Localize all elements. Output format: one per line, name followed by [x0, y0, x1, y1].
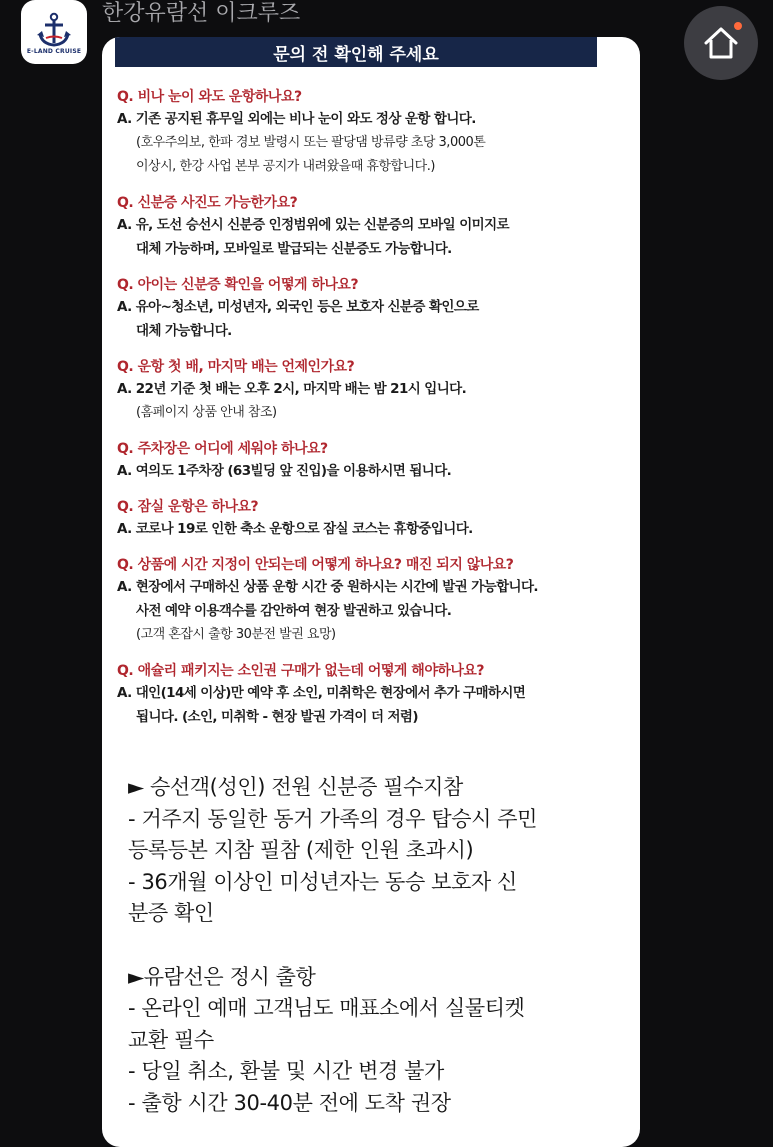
notice-line: 분증 확인 [128, 901, 214, 925]
faq-answer: A. 현장에서 구매하신 상품 운항 시간 중 원하시는 시간에 발권 가능합니다. [117, 579, 538, 595]
faq-answer: 됩니다. (소인, 미취학 - 현장 발권 가격이 더 저렴) [136, 709, 418, 725]
faq-answer: A. 유, 도선 승선시 신분증 인정범위에 있는 신분증의 모바일 이미지로 [117, 217, 509, 233]
faq-item [117, 357, 633, 425]
faq-item [117, 439, 633, 483]
faq-answer: A. 대인(14세 이상)만 예약 후 소인, 미취학은 현장에서 추가 구매하시면 [117, 685, 526, 701]
faq-item [117, 555, 633, 647]
faq-item [117, 87, 633, 179]
faq-item [117, 275, 633, 343]
home-button[interactable] [684, 6, 758, 80]
faq-answer: A. 코로나 19로 인한 축소 운항으로 잠실 코스는 휴항중입니다. [117, 521, 473, 537]
faq-question: Q. 운항 첫 배, 마지막 배는 언제인가요? [117, 359, 355, 375]
faq-answer: A. 기존 공지된 휴무일 외에는 비나 눈이 와도 정상 운항 합니다. [117, 111, 476, 127]
notice-line: - 당일 취소, 환불 및 시간 변경 불가 [128, 1059, 444, 1083]
notice-line: ►유람선은 정시 출항 [128, 964, 316, 989]
card-title: 문의 전 확인해 주세요 [115, 37, 597, 67]
anchor-logo-icon [34, 10, 74, 50]
faq-question: Q. 비나 눈이 와도 운항하나요? [117, 89, 302, 105]
notice-line: - 거주지 동일한 동거 가족의 경우 탑승시 주민 [128, 806, 538, 831]
faq-answer: 사전 예약 이용객수를 감안하여 현장 발권하고 있습니다. [136, 603, 452, 619]
faq-note: (홈페이지 상품 안내 참조) [136, 405, 277, 420]
spacer [128, 930, 633, 962]
faq-question: Q. 아이는 신분증 확인을 어떻게 하나요? [117, 277, 359, 293]
faq-question: Q. 상품에 시간 지정이 안되는데 어떻게 하나요? 매진 되지 않나요? [117, 557, 514, 573]
notice-line: 교환 필수 [128, 1027, 214, 1052]
faq-question: Q. 신분증 사진도 가능한가요? [117, 195, 298, 211]
channel-name[interactable]: 한강유람선 이크루즈 [102, 1, 301, 26]
faq-note: (호우주의보, 한파 경보 발령시 또는 팔당댐 방류량 초당 3,000톤 [136, 135, 486, 150]
notice-line: 등록등본 지참 필참 (제한 인원 초과시) [128, 838, 474, 862]
notice-line: ► 승선객(성인) 전원 신분증 필수지참 [128, 775, 463, 799]
faq-note: 이상시, 한강 사업 본부 공지가 내려왔을때 휴항합니다.) [136, 159, 435, 174]
faq-item [117, 661, 633, 729]
faq-item [117, 193, 633, 261]
notice-line: - 온라인 예매 고객님도 매표소에서 실물티켓 [128, 996, 525, 1020]
notice-line: - 36개월 이상인 미성년자는 동승 보호자 신 [128, 869, 517, 894]
faq-answer: 대체 가능하며, 모바일로 발급되는 신분증도 가능합니다. [136, 241, 452, 257]
faq-answer: A. 22년 기준 첫 배는 오후 2시, 마지막 배는 밤 21시 입니다. [117, 381, 467, 397]
faq-answer: A. 유아~청소년, 미성년자, 외국인 등은 보호자 신분증 확인으로 [117, 299, 479, 315]
faq-list [117, 87, 633, 743]
logo-text: E-LAND CRUISE [26, 47, 82, 55]
notice-line: - 출항 시간 30-40분 전에 도착 권장 [128, 1090, 451, 1115]
faq-question: Q. 잠실 운항은 하나요? [117, 499, 259, 515]
faq-question: Q. 애슐리 패키지는 소인권 구매가 없는데 어떻게 해야하나요? [117, 663, 485, 679]
faq-note: (고객 혼잡시 출항 30분전 발권 요망) [136, 627, 336, 642]
faq-answer: A. 여의도 1주차장 (63빌딩 앞 진입)을 이용하시면 됩니다. [117, 463, 452, 479]
faq-answer: 대체 가능합니다. [136, 323, 232, 339]
notice-body [128, 772, 633, 1119]
channel-logo[interactable] [21, 0, 87, 64]
notification-dot [734, 22, 742, 30]
faq-question: Q. 주차장은 어디에 세워야 하나요? [117, 441, 328, 457]
faq-item [117, 497, 633, 541]
notice-card [102, 37, 640, 1147]
